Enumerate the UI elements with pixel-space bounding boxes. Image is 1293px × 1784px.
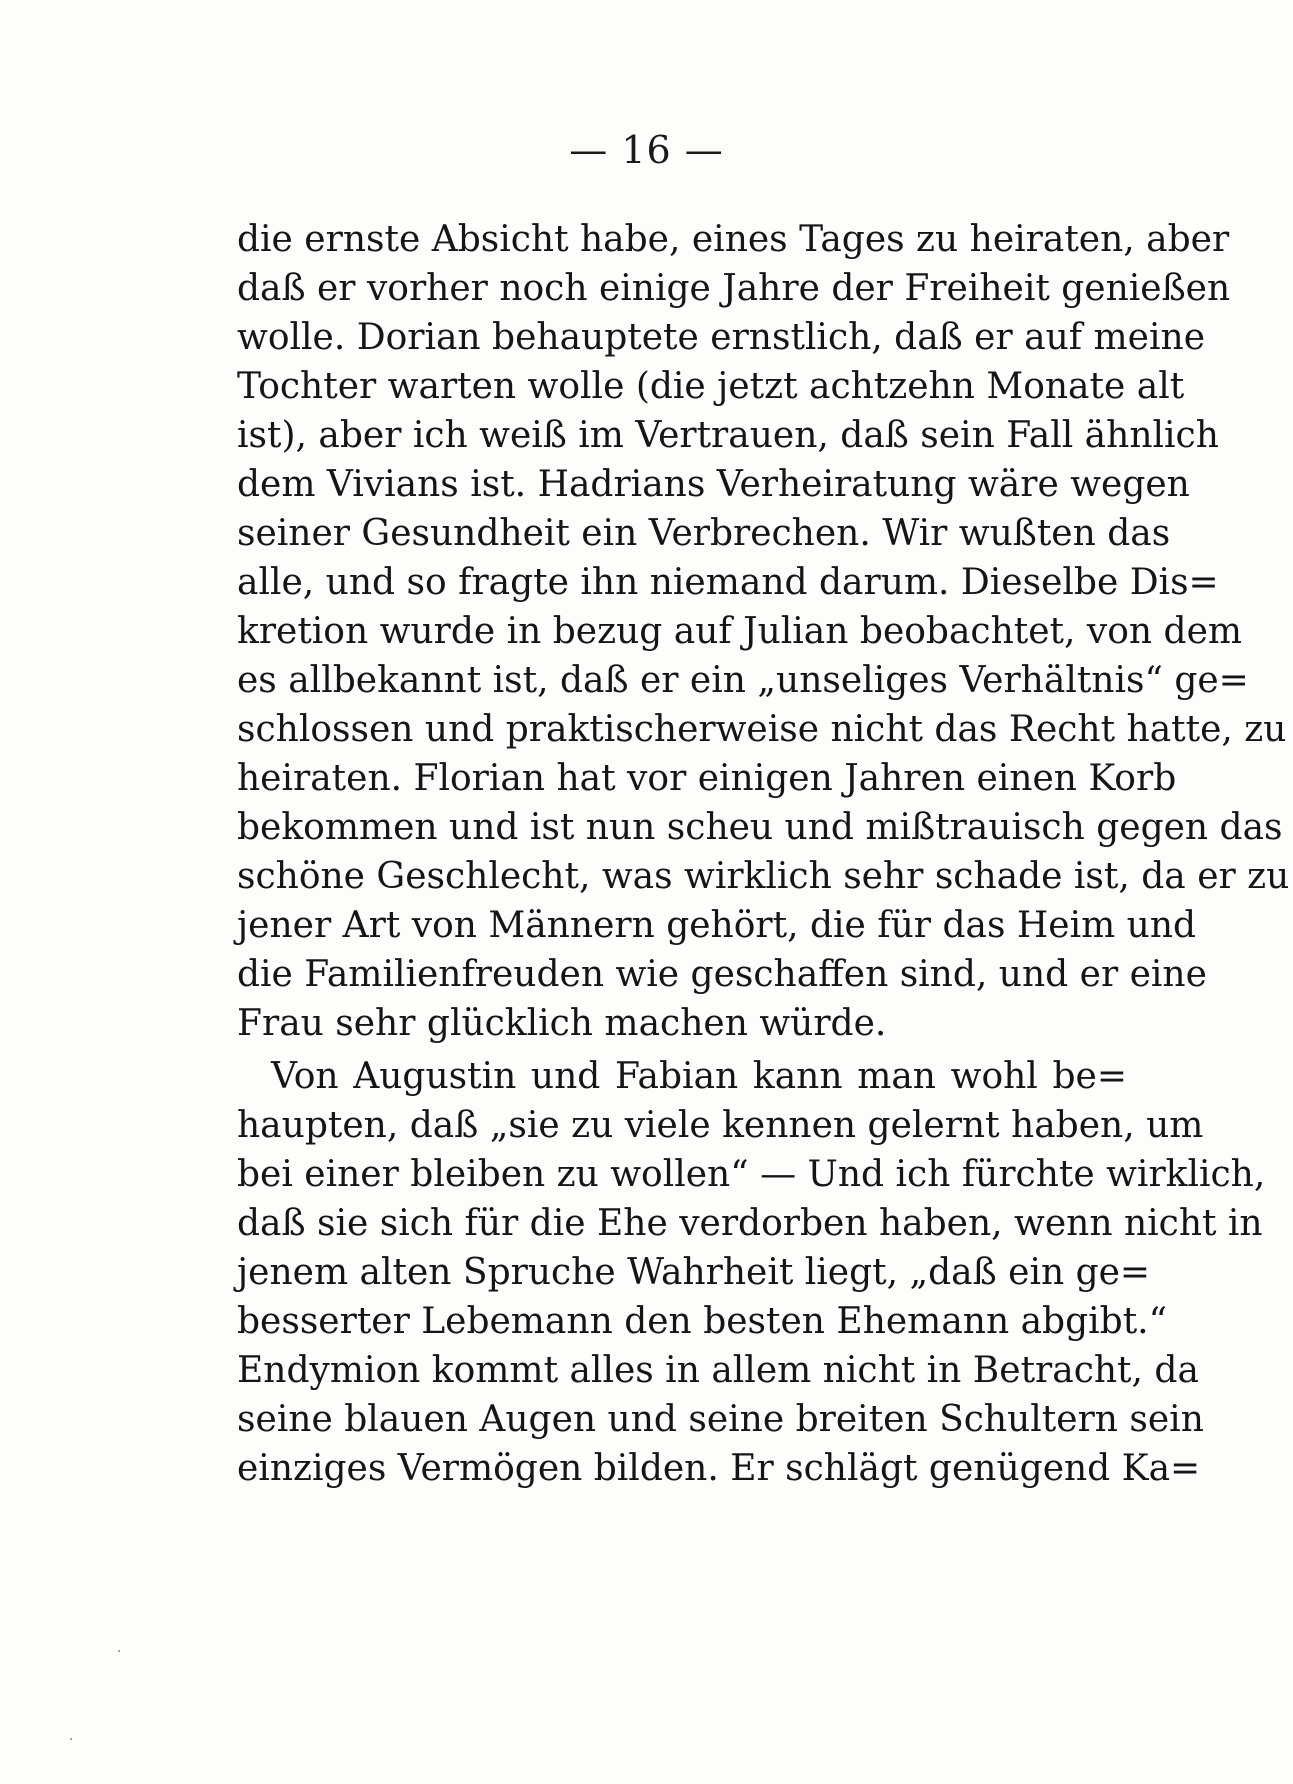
text-line: kretion wurde in bezug auf Julian beobachtet, von dem	[237, 611, 1243, 652]
paper-speck	[118, 1650, 120, 1652]
text-line: bei einer bleiben zu wollen“ — Und ich fürchte wirklich,	[237, 1154, 1266, 1195]
text-line: Tochter warten wolle (die jetzt achtzehn Monate alt	[237, 366, 1185, 407]
page-number: — 16 —	[569, 128, 724, 172]
text-line: alle, und so fragte ihn niemand darum. Dieselbe Dis=	[237, 562, 1219, 603]
text-line: daß sie sich für die Ehe verdorben haben, wenn nicht in	[237, 1203, 1263, 1244]
text-line: einziges Vermögen bilden. Er schlägt genügend Ka=	[237, 1448, 1201, 1489]
text-line: jener Art von Männern gehört, die für das Heim und	[237, 905, 1197, 946]
text-line: wolle. Dorian behauptete ernstlich, daß er auf meine	[237, 317, 1205, 358]
text-line: Endymion kommt alles in allem nicht in Betracht, da	[237, 1350, 1199, 1391]
text-line: besserter Lebemann den besten Ehemann abgibt.“	[237, 1301, 1168, 1342]
paper-speck	[70, 1738, 72, 1740]
text-line: seiner Gesundheit ein Verbrechen. Wir wußten das	[237, 513, 1171, 554]
text-line: jenem alten Spruche Wahrheit liegt, „daß ein ge=	[237, 1252, 1151, 1293]
text-line: daß er vorher noch einige Jahre der Freiheit genießen	[237, 268, 1231, 309]
text-line: schlossen und praktischerweise nicht das Recht hatte, zu	[237, 709, 1287, 750]
text-line: seine blauen Augen und seine breiten Schultern sein	[237, 1399, 1204, 1440]
text-line: Von Augustin und Fabian kann man wohl be=	[271, 1056, 1127, 1097]
text-line: es allbekannt ist, daß er ein „unseliges Verhältnis“ ge=	[237, 660, 1249, 701]
paragraph-1	[237, 215, 1290, 1048]
text-line: die ernste Absicht habe, eines Tages zu heiraten, aber	[237, 219, 1230, 260]
text-line: Frau sehr glücklich machen würde.	[237, 1003, 887, 1044]
text-line: haupten, daß „sie zu viele kennen gelernt haben, um	[237, 1105, 1204, 1146]
body-text	[237, 215, 1290, 1493]
text-line: heiraten. Florian hat vor einigen Jahren einen Korb	[237, 758, 1177, 799]
text-line: dem Vivians ist. Hadrians Verheiratung wäre wegen	[237, 464, 1190, 505]
text-line: bekommen und ist nun scheu und mißtrauisch gegen das	[237, 807, 1283, 848]
text-line: ist), aber ich weiß im Vertrauen, daß sein Fall ähnlich	[237, 415, 1219, 456]
text-line: schöne Geschlecht, was wirklich sehr schade ist, da er zu	[237, 856, 1290, 897]
paragraph-2	[237, 1052, 1266, 1493]
text-line: die Familienfreuden wie geschaffen sind, und er eine	[237, 954, 1207, 995]
